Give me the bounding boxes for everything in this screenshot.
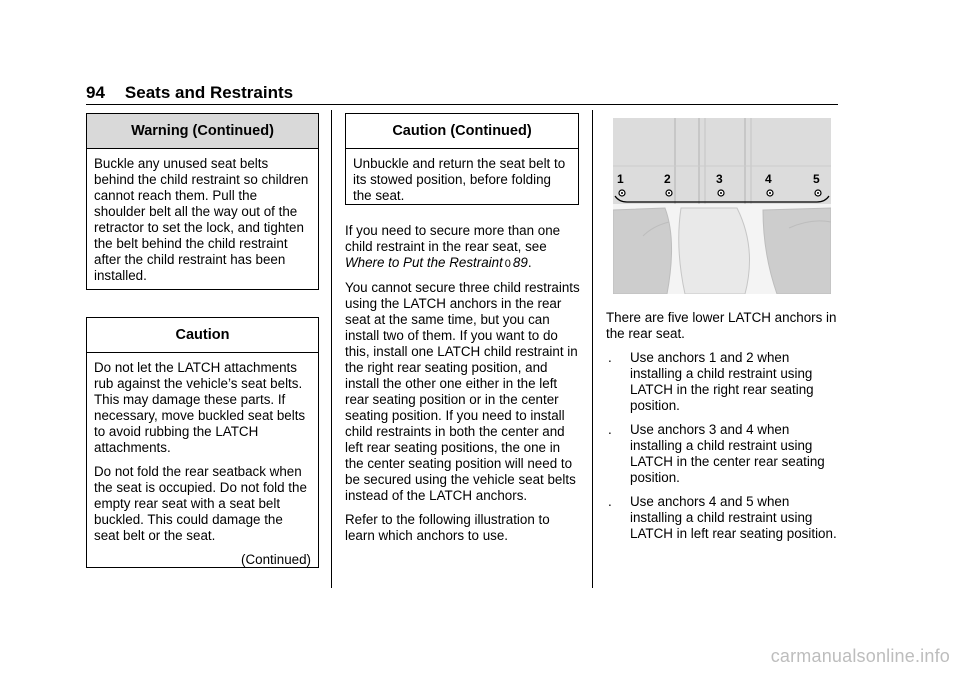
list-item-text: Use anchors 1 and 2 when installing a child restraint using LATCH in the right rear seating position. bbox=[630, 350, 814, 413]
caution-box bbox=[86, 317, 319, 568]
anchors-intro: There are five lower LATCH anchors in the rear seat. bbox=[606, 310, 837, 341]
cross-reference-title: Where to Put the Restraint bbox=[345, 255, 503, 270]
page-header bbox=[86, 82, 838, 104]
anchor-label: 1 bbox=[617, 172, 624, 186]
warning-box-title: Warning (Continued) bbox=[87, 114, 318, 149]
anchor-label: 5 bbox=[813, 172, 820, 186]
para-punctuation: . bbox=[527, 255, 532, 270]
list-item-text: Use anchors 3 and 4 when installing a child restraint using LATCH in the center rear seating position. bbox=[630, 422, 825, 485]
watermark: carmanualsonline.info bbox=[770, 646, 950, 666]
para-text: If you need to secure more than one child restraint in the rear seat, see bbox=[345, 223, 561, 254]
column-divider-right bbox=[592, 110, 593, 588]
caution-continued-text: Unbuckle and return the seat belt to its stowed position, before folding the seat. bbox=[353, 156, 566, 203]
bullet: . bbox=[608, 422, 612, 437]
list-item bbox=[606, 494, 840, 542]
list-item bbox=[606, 350, 840, 414]
anchor-usage-list bbox=[606, 350, 840, 542]
list-item-text: Use anchors 4 and 5 when installing a child restraint using LATCH in left rear seating position. bbox=[630, 494, 837, 541]
cross-reference-page: 89 bbox=[512, 255, 528, 270]
page-ref-symbol: 0 bbox=[504, 258, 511, 270]
bullet: . bbox=[608, 494, 612, 509]
caution-box-title: Caution bbox=[87, 318, 318, 353]
anchor-label: 3 bbox=[716, 172, 723, 186]
column-divider-left bbox=[331, 110, 332, 588]
caution-box-paragraph: Do not let the LATCH attachments rub against the vehicle’s seat belts. This may damage these parts. If necessary, move buckled seat belts to avoid rubbing the LATCH attachments. bbox=[94, 360, 306, 455]
latch-limit-paragraph: You cannot secure three child restraints using the LATCH anchors in the rear seat at the same time, but you can install two of them. If you want to do this, install one LATCH child restraint in the right rear seating position, and install the other one either in the left rear seating position or in the center seating position. If you need to install child restraints in both the center and left rear seating positions, the one in the center seating position will need to be secured using the vehicle seat belts instead of the LATCH anchors. bbox=[345, 280, 580, 503]
warning-continued-box bbox=[86, 113, 319, 290]
bullet: . bbox=[608, 350, 612, 365]
warning-box-text: Buckle any unused seat belts behind the child restraint so children cannot reach them. Pull the shoulder belt all the way out of the retractor to set the lock, and tighten the belt behind the child restraint after the child restraint has been installed. bbox=[94, 156, 309, 283]
section-title: Seats and Restraints bbox=[124, 83, 294, 102]
cross-reference-link[interactable] bbox=[345, 255, 528, 270]
middle-column-text bbox=[345, 223, 581, 552]
list-item bbox=[606, 422, 840, 486]
continued-label: (Continued) bbox=[241, 552, 311, 567]
secure-more-paragraph bbox=[345, 223, 581, 272]
anchor-label: 2 bbox=[664, 172, 671, 186]
caution-continued-title: Caution (Continued) bbox=[346, 114, 578, 149]
right-column-text bbox=[606, 310, 840, 550]
latch-anchor-illustration bbox=[613, 118, 831, 294]
illustration-reference-paragraph: Refer to the following illustration to learn which anchors to use. bbox=[345, 512, 550, 543]
caution-continued-box bbox=[345, 113, 579, 205]
anchor-label: 4 bbox=[765, 172, 772, 186]
header-rule bbox=[86, 104, 838, 105]
caution-box-paragraph: Do not fold the rear seatback when the seat is occupied. Do not fold the empty rear seat with a seat belt buckled. This could damage the seat belt or the seat. bbox=[94, 464, 307, 543]
page-number: 94 bbox=[86, 83, 105, 102]
